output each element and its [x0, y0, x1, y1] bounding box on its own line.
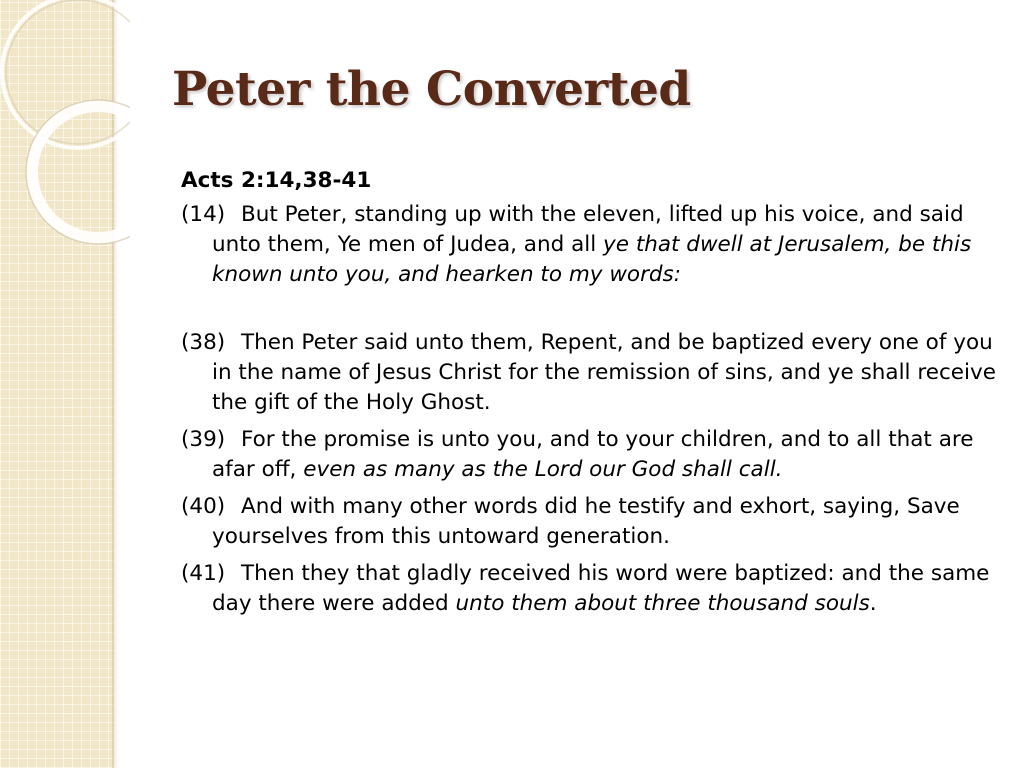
verse-italic-text: unto them about three thousand souls [455, 591, 870, 616]
verse-39 [181, 425, 996, 485]
verse-italic-text: ye that dwell at Jerusalem, be this known unto you, and hearken to my words: [212, 232, 972, 287]
verse-41 [181, 559, 996, 619]
verse-text: For the promise is unto you, and to your children, and to all that are afar off, [212, 427, 974, 482]
decorative-rings-icon [0, 0, 130, 260]
verse-text: And with many other words did he testify and exhort, saying, Save yourselves from this untoward generation. [212, 494, 960, 549]
scripture-reference: Acts 2:14,38-41 [181, 168, 372, 193]
verse-38 [181, 328, 996, 418]
verse-number: (41) [181, 561, 226, 586]
verse-40 [181, 492, 996, 552]
verse-italic-text: even as many as the Lord our God shall call. [303, 457, 783, 482]
verse-number: (40) [181, 494, 226, 519]
verse-tail: . [869, 591, 877, 616]
verse-14 [181, 200, 996, 290]
slide-title: Peter the Converted [172, 62, 691, 117]
verse-number: (14) [181, 202, 226, 227]
verse-text: But Peter, standing up with the eleven, lifted up his voice, and said unto them, Ye men of Judea, and all [212, 202, 964, 257]
verse-number: (39) [181, 427, 226, 452]
verse-text: Then Peter said unto them, Repent, and be baptized every one of you in the name of Jesus Christ for the remission of sins, and ye shall receive the gift of the Holy Ghost. [212, 330, 996, 415]
slide-body [181, 166, 996, 626]
verse-text: Then they that gladly received his word were baptized: and the same day there were added [212, 561, 990, 616]
verse-number: (38) [181, 330, 226, 355]
